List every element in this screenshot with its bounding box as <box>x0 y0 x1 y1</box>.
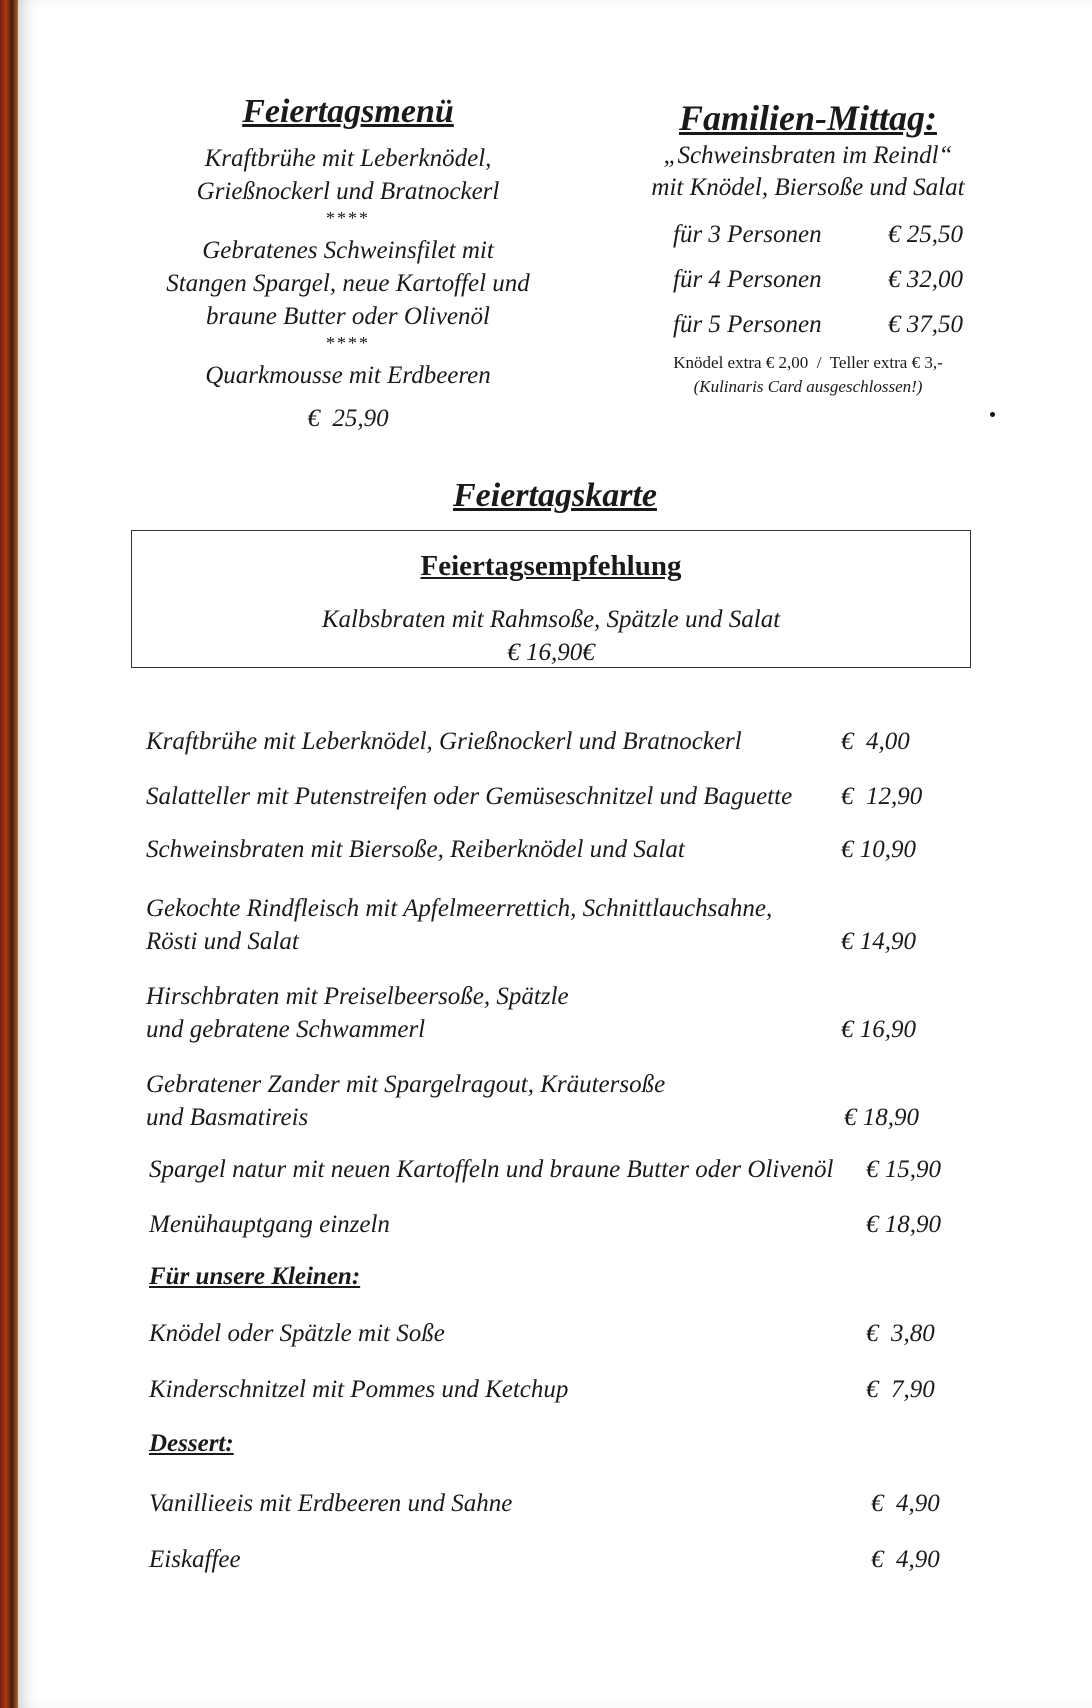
item-name: Kinderschnitzel mit Pommes und Ketchup <box>149 1376 569 1403</box>
item-name: Spargel natur mit neuen Kartoffeln und braune Butter oder Olivenöl <box>149 1156 834 1183</box>
holiday-card-title: Feiertagskarte <box>453 477 657 514</box>
item-price: € 12,90 <box>841 783 923 810</box>
recommendation-price: € 16,90€ <box>507 639 595 666</box>
recommendation-box <box>131 530 971 668</box>
holiday-menu-section <box>138 90 558 435</box>
holiday-menu-separator: **** <box>326 208 370 228</box>
kids-section-title: Für unsere Kleinen: <box>149 1263 361 1290</box>
item-name: Menühauptgang einzeln <box>149 1211 390 1238</box>
option-label: für 3 Personen <box>673 221 822 248</box>
item-price: € 18,90 <box>866 1211 941 1238</box>
holiday-menu-line: Kraftbrühe mit Leberknödel, <box>204 145 492 172</box>
family-lunch-title: Familien-Mittag: <box>678 98 937 138</box>
family-lunch-extras: Knödel extra € 2,00 / Teller extra € 3,- <box>673 353 943 372</box>
item-price: € 16,90 <box>841 1016 916 1043</box>
recommendation-title: Feiertagsempfehlung <box>420 550 682 582</box>
item-price: € 7,90 <box>866 1376 935 1403</box>
ink-dot <box>990 412 995 417</box>
item-name: Gebratener Zander mit Spargelragout, Kräutersoße und Basmatireis <box>146 1071 666 1131</box>
item-name: Gekochte Rindfleisch mit Apfelmeerrettich, Schnittlauchsahne, Rösti und Salat <box>146 895 773 955</box>
item-price: € 3,80 <box>866 1320 935 1347</box>
holiday-menu-title: Feiertagsmenü <box>242 93 454 130</box>
holiday-menu-line: Stangen Spargel, neue Kartoffel und <box>166 270 530 297</box>
family-lunch-note: (Kulinaris Card ausgeschlossen!) <box>693 377 923 396</box>
item-name: Salatteller mit Putenstreifen oder Gemüseschnitzel und Baguette <box>146 783 793 810</box>
item-name: Eiskaffee <box>149 1546 241 1573</box>
family-lunch-option <box>653 257 963 302</box>
holiday-menu-line: Gebratenes Schweinsfilet mit <box>202 237 494 264</box>
item-price: € 15,90 <box>866 1156 941 1183</box>
item-name: Schweinsbraten mit Biersoße, Reiberknödel und Salat <box>146 836 685 863</box>
item-price: € 18,90 <box>844 1104 919 1131</box>
family-lunch-line: „Schweinsbraten im Reindl“ <box>663 142 953 169</box>
option-price: € 37,50 <box>888 311 963 338</box>
item-price: € 4,90 <box>871 1546 940 1573</box>
dessert-section-title: Dessert: <box>149 1430 234 1457</box>
holiday-menu-separator: **** <box>326 333 370 353</box>
family-lunch-option <box>653 212 963 257</box>
item-price: € 10,90 <box>841 836 916 863</box>
holiday-menu-price: € 25,90 <box>307 405 389 432</box>
holiday-menu-line: Grießnockerl und Bratnockerl <box>196 178 500 205</box>
family-lunch-section <box>608 96 1008 399</box>
family-lunch-option <box>653 302 963 347</box>
item-name: Vanillieeis mit Erdbeeren und Sahne <box>149 1490 513 1517</box>
item-price: € 14,90 <box>841 928 916 955</box>
recommendation-dish: Kalbsbraten mit Rahmsoße, Spätzle und Salat <box>321 606 781 633</box>
item-name: Knödel oder Spätzle mit Soße <box>149 1320 445 1347</box>
holiday-menu-line: Quarkmousse mit Erdbeeren <box>205 362 491 389</box>
item-name: Kraftbrühe mit Leberknödel, Grießnockerl und Bratnockerl <box>146 728 742 755</box>
holiday-menu-line: braune Butter oder Olivenöl <box>206 303 490 330</box>
item-price: € 4,90 <box>871 1490 940 1517</box>
family-lunch-line: mit Knödel, Biersoße und Salat <box>651 174 965 201</box>
option-price: € 25,50 <box>888 221 963 248</box>
item-name: Hirschbraten mit Preiselbeersoße, Spätzle und gebratene Schwammerl <box>146 983 569 1043</box>
item-price: € 4,00 <box>841 728 910 755</box>
menu-paper <box>18 0 1092 1708</box>
option-label: für 5 Personen <box>673 311 822 338</box>
option-label: für 4 Personen <box>673 266 822 293</box>
option-price: € 32,00 <box>888 266 963 293</box>
